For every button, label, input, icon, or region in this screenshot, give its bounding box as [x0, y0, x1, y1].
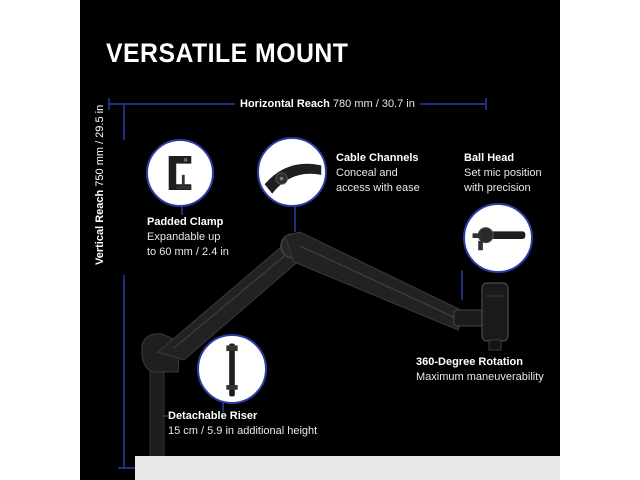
- cable-channels-inset: [257, 137, 327, 207]
- ball-head-label: [464, 151, 542, 196]
- clamp-icon: [148, 141, 212, 205]
- detachable-riser-inset: [197, 334, 267, 404]
- cable-channels-line1: Conceal and: [336, 167, 398, 179]
- vertical-reach-label: Vertical Reach: [94, 189, 106, 265]
- ball-head-inset: [463, 203, 533, 273]
- cable-channels-line2: access with ease: [336, 182, 420, 194]
- riser-title: Detachable Riser: [168, 410, 258, 422]
- padded-clamp-inset: [146, 139, 214, 207]
- padded-clamp-title: Padded Clamp: [147, 216, 224, 228]
- horizontal-reach-label: Horizontal Reach: [240, 98, 330, 110]
- cable-channel-icon: [259, 139, 325, 205]
- ball-head-line1: Set mic position: [464, 167, 542, 179]
- ball-head-line2: with precision: [464, 182, 531, 194]
- padded-clamp-line1: Expandable up: [147, 231, 221, 243]
- riser-icon: [199, 336, 265, 402]
- rotation-line1: Maximum maneuverability: [416, 371, 544, 383]
- rotation-title: 360-Degree Rotation: [416, 356, 523, 368]
- padded-clamp-label: [147, 215, 229, 260]
- product-infographic: [80, 0, 560, 480]
- cable-channels-label: [336, 151, 420, 196]
- page-title: VERSATILE MOUNT: [106, 38, 349, 68]
- padded-clamp-line2: to 60 mm / 2.4 in: [147, 246, 229, 258]
- rotation-label: [416, 355, 544, 385]
- ball-head-title: Ball Head: [464, 152, 515, 164]
- desk-surface: [135, 456, 560, 480]
- horizontal-reach-value: 780 mm / 30.7 in: [332, 98, 415, 110]
- vertical-reach-value: 750 mm / 29.5 in: [94, 104, 106, 187]
- cable-channels-title: Cable Channels: [336, 152, 419, 164]
- ball-head-icon: [465, 205, 531, 271]
- riser-line1: 15 cm / 5.9 in additional height: [168, 425, 318, 437]
- riser-label: [168, 409, 317, 439]
